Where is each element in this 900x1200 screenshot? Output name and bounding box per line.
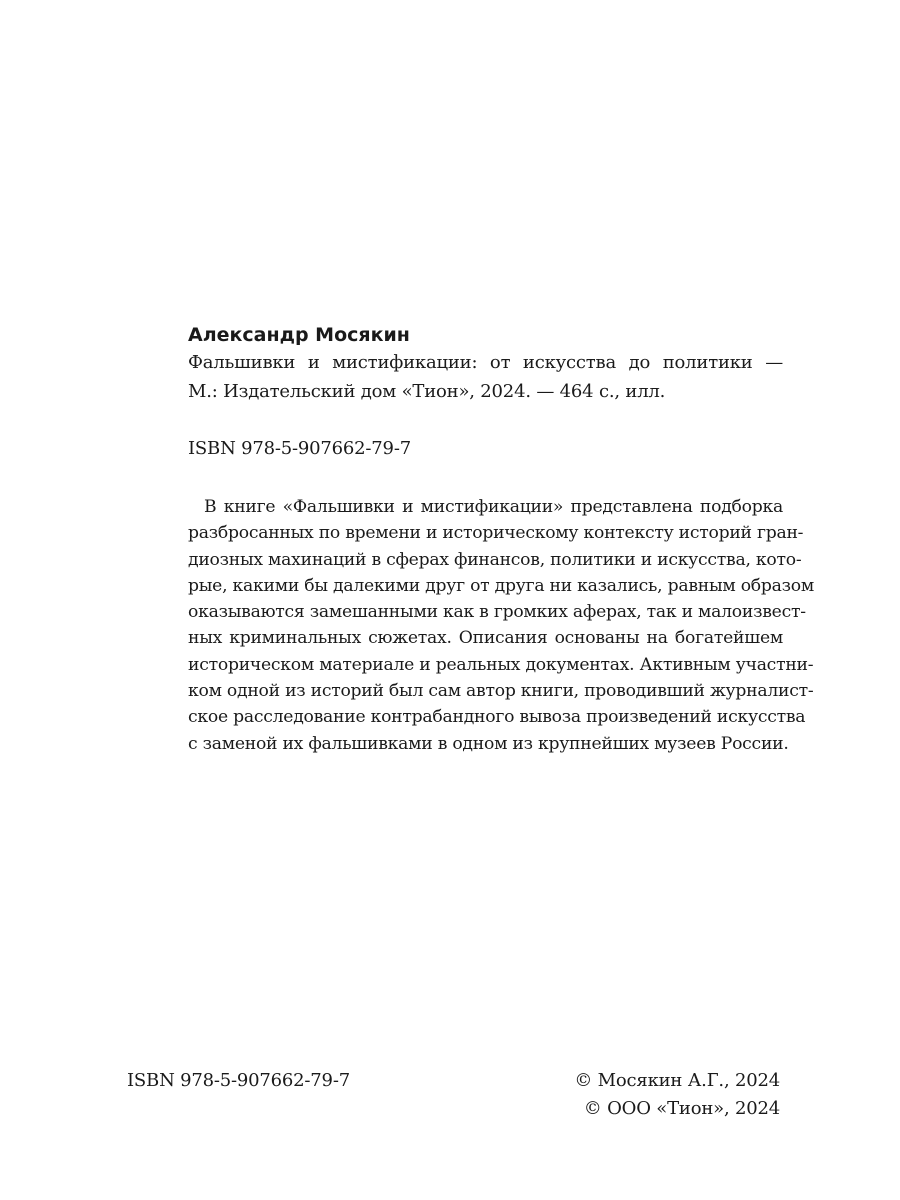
isbn-footer: ISBN 978-5-907662-79-7 <box>127 1070 350 1091</box>
annotation-line: оказываются замешанными как в громких аферах, так и малоизвест- <box>188 602 806 623</box>
annotation-line: ных криминальных сюжетах. Описания основаны на богатейшем <box>188 628 783 649</box>
author-name: Александр Мосякин <box>188 324 410 346</box>
copyright-author: © Мосякин А.Г., 2024 <box>574 1070 780 1091</box>
annotation-line: с заменой их фальшивками в одном из крупнейших музеев России. <box>188 733 789 754</box>
copyright-block <box>574 1067 780 1123</box>
isbn-catalog: ISBN 978-5-907662-79-7 <box>188 438 411 459</box>
catalog-record <box>188 322 814 757</box>
annotation-line: диозных махинаций в сферах финансов, политики и искусства, кото- <box>188 549 802 570</box>
annotation-line: разбросанных по времени и историческому контексту историй гран- <box>188 523 804 544</box>
book-title: Фальшивки и мистификации: от искусства до политики — <box>188 352 783 373</box>
annotation-line: историческом материале и реальных документах. Активным участни- <box>188 654 814 675</box>
annotation-line: В книге «Фальшивки и мистификации» представлена подборка <box>204 497 783 517</box>
publication-imprint: М.: Издательский дом «Тион», 2024. — 464 с., илл. <box>188 381 666 402</box>
annotation-line: ское расследование контрабандного вывоза произведений искусства <box>188 707 806 728</box>
copyright-publisher: © ООО «Тион», 2024 <box>583 1098 780 1119</box>
annotation-line: ком одной из историй был сам автор книги, проводивший журналист- <box>188 681 814 702</box>
annotation-line: рые, какими бы далекими друг от друга ни казались, равным образом <box>188 575 814 596</box>
annotation-paragraph <box>188 494 814 757</box>
